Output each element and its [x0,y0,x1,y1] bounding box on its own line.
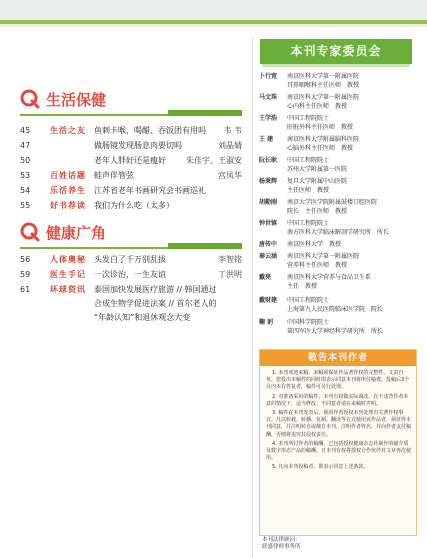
expert-affiliation: 南京大学医学院附属鼓楼口腔医院 [287,199,378,206]
expert-name: 戴亮 [259,274,272,281]
article-title: 江苏省老年书画研究会书画巡礼 [94,186,206,195]
legal-firm: 联盛律师事务所 [262,544,301,550]
expert-title: 心脑外科主任医师 教授 [287,145,354,152]
expert-affiliation: 南京医科大学营养与食品卫生系 [287,274,372,281]
column-category: 生活之友 [50,126,86,135]
expert-title: 上海第九人民医院临床医学院 院长 [287,306,384,313]
article-title: 头发白了千万别乱拔 [94,255,166,264]
article-author: 宫凤华 [218,171,242,180]
expert-affiliation: 中国工程院院士 [287,220,330,227]
toc-row[interactable] [20,154,242,167]
expert-name: 胡勤刚 [259,199,278,206]
page-number: 54 [20,186,31,195]
expert-affiliation: 中国工程院院士 [287,115,330,122]
notice-title: 敬告本刊作者 [260,350,416,366]
page-number: 59 [20,270,31,279]
article-title: 鱼刺卡喉，喝醋、吞饭团有用吗 [94,126,206,135]
article-author: 刘晶婧 [218,141,242,150]
column-category: 乐活养生 [50,186,86,195]
expert-title: 肝脏外科主任医师 教授 [287,124,354,131]
expert-committee-banner: 本刊专家委员会 [260,39,412,64]
section-rule-tail [168,243,242,249]
article-author: 朱佳宇、王淑安 [186,156,242,165]
expert-affiliation: 南京医科大学第一附属医院 [287,73,360,80]
expert-title: 营养科主任医师 教授 [287,262,348,269]
toc-row[interactable] [20,169,242,182]
page-number: 55 [20,201,31,210]
notice-paragraph: 1. 本刊欢迎来稿，来稿须保证作品著作权的完整性、文责自负。您投出本稿件的同时即表示同意本刊将所付稿费。投稿后3个月内未有答复者，稿件可另行处理。 [266,370,410,391]
banner-shadow [262,64,410,67]
article-title: 老年人胖好还是瘦好 [94,156,166,165]
expert-name: 秦云涵 [259,253,278,260]
expert-affiliation: 中国工程院院士 [287,157,330,164]
column-divider [252,36,253,558]
expert-title: 心内科主任医师 教授 [287,103,348,110]
expert-affiliation: 中国工程院院士 [287,297,330,304]
page-number: 53 [20,171,31,180]
article-author: 韦 韦 [223,126,242,135]
column-category: 百姓话题 [50,171,86,180]
expert-name: 马文珠 [259,94,278,101]
expert-name: 王 建 [259,136,274,143]
expert-affiliation: 南京医科大学 教授 [287,241,342,248]
toc-row[interactable] [20,283,242,296]
expert-title: 耳鼻咽喉科主任医师 教授 [287,82,360,89]
article-title: 做肠镜发现肠息肉要切吗 [94,141,182,150]
author-notice-box [259,349,417,536]
article-author: 丁洪明 [218,270,242,279]
section-header-health [20,88,242,112]
expert-name: 杨秉辉 [259,178,278,185]
article-title: 泰国加快发展医疗旅游 // 韩国通过 [94,285,217,294]
notice-paragraph: 3. 稿件在本刊发表后，视同作者授权本刊处理有关著作权事宜。凡以转载、转播、复制、翻译等方式使用该作品者，须征得本刊同意，并注明转自或摘自本刊，注明作者姓名，并向作者支付稿酬，否则将追究其侵权责任。 [266,410,412,438]
expert-affiliation: 南京医科大学第一附属医院 [287,253,360,260]
expert-title: 南方医科大学临床解剖学研究所 所长 [287,229,390,236]
page-number: 56 [20,255,31,264]
article-title: 一次诊治，一生友谊 [94,270,166,279]
legal-counsel [262,537,412,551]
article-title-continuation: 合成生物学促进法案 // 首尔老人的 [94,299,217,308]
expert-title: 院长 主任医师 教授 [287,208,348,215]
expert-title: 主任 教授 [287,283,318,290]
article-title-continuation: “年龄认知”和退休观念大变 [94,313,191,322]
expert-name: 王学浩 [259,115,278,122]
notice-paragraph: 5. 凡向本刊投稿者，即表示同意上述条款。 [272,464,369,471]
section-title: 生活保健 [46,91,107,109]
page-number: 45 [20,126,31,135]
column-category: 医生手记 [50,270,86,279]
page-number: 50 [20,156,31,165]
expert-title: 苏州大学附属第一医院 [287,166,348,173]
notice-body [266,370,412,474]
expert-name: 卜行宽 [259,73,278,80]
expert-affiliation: 南京医科大学第一附属医院 [287,94,360,101]
legal-label: 本刊法律顾问： [262,537,301,543]
page-number: 61 [20,285,31,294]
expert-affiliation: 南京医科大学附属脑科医院 [287,136,360,143]
column-category: 人体奥秘 [50,255,86,264]
toc-row[interactable] [20,253,242,266]
column-category: 好书荐读 [50,201,86,210]
expert-name: 阮长耿 [259,157,278,164]
column-category: 环球资讯 [50,285,86,294]
notice-paragraph: 2. 对准备采用的稿件，本刊有权做实际调改。在不违背作者本意的情况下，适当修改。不同意者请在来稿时声明。 [266,393,409,407]
expert-name: 鞠 躬 [259,319,274,326]
article-title: 蛙声伴管弦 [94,171,134,180]
expert-title: 主任医师 教授 [287,187,330,194]
page-number: 47 [20,141,31,150]
article-title: 我们为什么吃（太多） [94,201,174,210]
toc-row[interactable] [20,199,242,212]
toc-row[interactable] [20,124,242,137]
toc-row[interactable] [20,268,242,281]
top-accent-strip [0,20,427,24]
top-bar [0,0,427,27]
expert-affiliation: 中国科学院院士 [287,319,330,326]
expert-name: 钟世镇 [259,220,278,227]
notice-paragraph: 4. 本刊所付作者的稿酬，已包括授权健康杂志社制作的磁介质及数字形态产品的稿酬。且本刊有权将授权合作伙伴对文章再次使用。 [266,440,412,462]
q-logo-icon [20,89,40,109]
section-header-wide-angle [20,221,242,245]
section-title: 健康广角 [46,224,107,242]
expert-affiliation: 复旦大学附属中山医院 [287,178,348,185]
expert-name: 戴财建 [259,297,278,304]
expert-title: 第四军医大学神经科学研究所 所长 [287,328,384,335]
toc-row[interactable] [20,139,242,152]
expert-name: 唐传中 [259,241,278,248]
toc-row[interactable] [20,184,242,197]
q-logo-icon [20,222,40,242]
section-rule-tail [168,110,242,116]
article-author: 李智铭 [218,255,242,264]
